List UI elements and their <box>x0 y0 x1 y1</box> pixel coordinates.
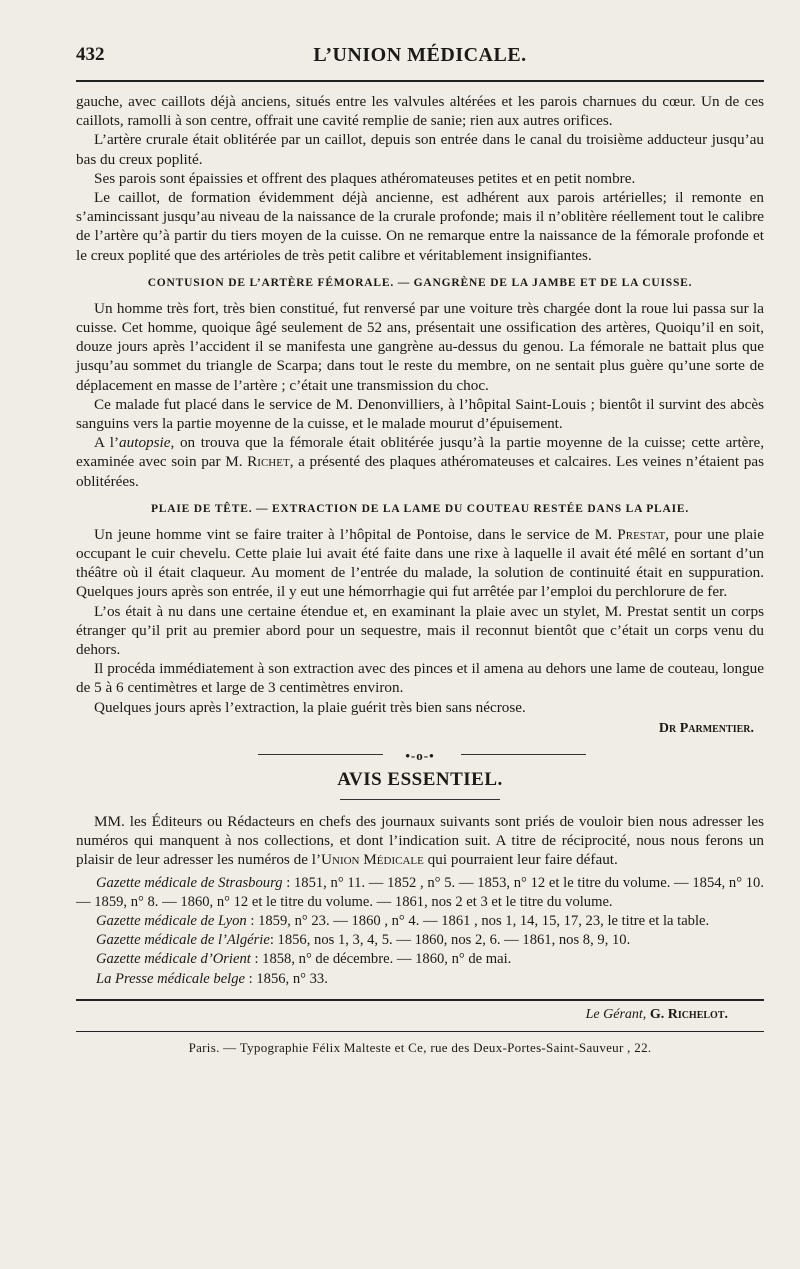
avis-intro: MM. les Éditeurs ou Rédacteurs en chefs des journaux suivants sont priés de vouloir bien nous adresser les numéros qui manquent à nos collections, et dont l’indication suit. A titre de réciprocité, nous nous ferons un plaisir de leur adresser les numéros de l’Union Médicale qui pourraient leur faire défaut. <box>76 812 764 869</box>
intro-paragraph-4: Le caillot, de formation évidemment déjà ancienne, est adhérent aux parois artérielles; il remonte en s’amincissant jusqu’au niveau de la naissance de la crurale profonde; mais il n’oblitère réellement tout le calibre de l’artère qu’à partir du tiers moyen de la cuisse. On ne remarque entre la naissance de la fémorale profonde et le creux poplité que des artérioles de très petit calibre et véritablement insignifiantes. <box>76 189 764 264</box>
section-title-contusion: CONTUSION DE L’ARTÈRE FÉMORALE. — GANGRÈNE DE LA JAMBE ET DE LA CUISSE. <box>147 276 693 289</box>
section1-paragraph-3: A l’autopsie, on trouva que la fémorale était oblitérée jusqu’à la partie moyenne de la cuisse; cette artère, examinée avec soin par M. Richet, a présenté des plaques athéromateuses et calcaires. Les veines n’étaient pas oblitérées. <box>76 434 764 490</box>
footer-rule <box>76 999 764 1001</box>
author-signature: Dr Parmentier. <box>658 720 754 736</box>
section2-paragraph-1: Un jeune homme vint se faire traiter à l’hôpital de Pontoise, dans le service de M. Prestat, pour une plaie occupant le cuir chevelu. Cette plaie lui avait été faite dans une rixe à laquelle il avait été mêlé en sortant d’un théâtre où il était claqueur. Au moment de l’entrée du malade, la solution de continuité était en suppuration. Quelques jours après son entrée, il y eut une hémorrhagie qui fut arrêtée par l’emploi du perchlorure de fer. <box>76 525 764 601</box>
journal-title: L’UNION MÉDICALE. <box>313 44 527 66</box>
avis-title: AVIS ESSENTIEL. <box>337 768 503 790</box>
running-head <box>76 40 764 76</box>
intro-paragraph-2: L’artère crurale était oblitérée par un caillot, depuis son entrée dans le canal du troisième adducteur jusqu’au bas du creux poplité. <box>76 131 764 168</box>
ornament-icon: •-o-• <box>405 747 435 763</box>
avis-entry: La Presse médicale belge : 1856, n° 33. <box>96 970 328 987</box>
section1-paragraph-1: Un homme très fort, très bien constitué, fut renversé par une voiture très chargée dont la roue lui passa sur la cuisse. Cet homme, quoique âgé seulement de 52 ans, présentait une ossification des artères, Quoiqu’il en soit, douze jours après l’accident il se manifesta une gangrène au-dessus du genou. La fémorale ne battait plus que jusqu’au sommet du triangle de Scarpa; dans tout le reste du membre, on ne sentait plus guère qu’une sorte de déplacement en masse de l’artère ; c’était une transmission du choc. <box>76 299 764 394</box>
avis-entry: Gazette médicale de l’Algérie: 1856, nos 1, 3, 4, 5. — 1860, nos 2, 6. — 1861, nos 8, 9, 10. <box>96 932 631 949</box>
avis-entry: Gazette médicale de Strasbourg : 1851, n° 11. — 1852 , n° 5. — 1853, n° 12 et le titre du volume. — 1854, n° 10. — 1859, n° 8. — 1860, n° 12 et le titre du volume. — 1861, nos 2 et 3 et le titre du volume. <box>76 874 764 910</box>
ornament-divider <box>76 747 764 761</box>
section2-paragraph-4: Quelques jours après l’extraction, la plaie guérit très bien sans nécrose. <box>94 698 526 716</box>
footer-rule-2 <box>76 1031 764 1032</box>
section2-paragraph-2: L’os était à nu dans une certaine étendue et, en examinant la plaie avec un stylet, M. Prestat sentit un corps étranger qu’il prit au premier abord pour un sequestre, mais il reconnut bientôt que c’était un corps venu du dehors. <box>76 602 764 659</box>
name-richet: Richet <box>247 453 290 471</box>
page-number: 432 <box>76 44 105 65</box>
imprint-line: Paris. — Typographie Félix Malteste et Ce, rue des Deux-Portes-Saint-Sauveur , 22. <box>188 1039 652 1055</box>
name-prestat: Prestat <box>617 525 666 543</box>
section1-paragraph-2: Ce malade fut placé dans le service de M. Denonvilliers, à l’hôpital Saint-Louis ; bientôt il survint des abcès sanguins vers la partie moyenne de la cuisse, et le malade mourut d’épuisement. <box>76 395 764 433</box>
avis-entry: Gazette médicale d’Orient : 1858, n° de décembre. — 1860, n° de mai. <box>96 951 512 968</box>
gerant-line: Le Gérant, G. Richelot. <box>585 1006 728 1022</box>
intro-paragraph-3: Ses parois sont épaissies et offrent des plaques athéromateuses petites et en petit nombre. <box>94 169 636 187</box>
avis-rule <box>340 799 500 800</box>
intro-paragraph-1: gauche, avec caillots déjà anciens, situés entre les valvules altérées et les parois charnues du cœur. Un de ces caillots, ramolli à son centre, offrait une cavité remplie de sanie; rien aux autres orifices. <box>76 93 764 130</box>
header-rule <box>76 80 764 82</box>
avis-entry: Gazette médicale de Lyon : 1859, n° 23. — 1860 , n° 4. — 1861 , nos 1, 14, 15, 17, 23, le titre et la table. <box>96 912 710 929</box>
section2-paragraph-3: Il procéda immédiatement à son extraction avec des pinces et il amena au dehors une lame de couteau, longue de 5 à 6 centimètres et large de 3 centimètres environ. <box>76 660 764 697</box>
section-title-plaie: PLAIE DE TÊTE. — EXTRACTION DE LA LAME DU COUTEAU RESTÉE DANS LA PLAIE. <box>150 502 690 515</box>
